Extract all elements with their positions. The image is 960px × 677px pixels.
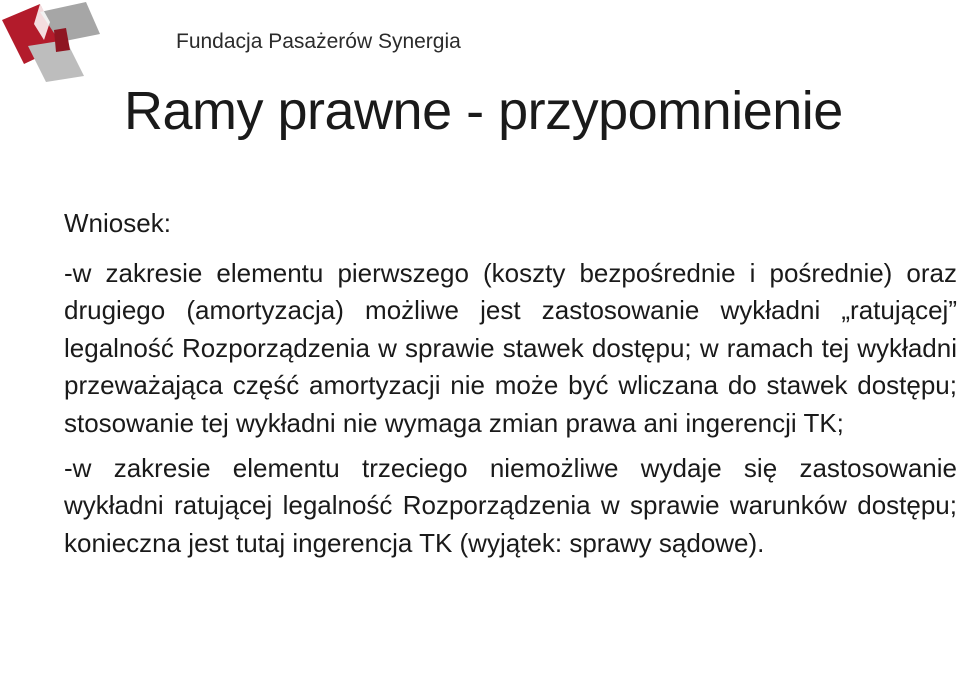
slide-title: Ramy prawne - przypomnienie bbox=[124, 81, 843, 141]
foundation-logo bbox=[0, 0, 120, 90]
slide-content bbox=[64, 205, 957, 562]
organization-name: Fundacja Pasażerów Synergia bbox=[176, 30, 461, 53]
conclusion-paragraph-2: -w zakresie elementu trzeciego niemożliwe wydaje się zastosowanie wykładni ratującej legalność Rozporządzenia w sprawie warunków dostępu; konieczna jest tutaj ingerencja TK (wyjątek: sprawy sądowe). bbox=[64, 452, 957, 558]
conclusion-paragraph-1: -w zakresie elementu pierwszego (koszty bezpośrednie i pośrednie) oraz drugiego (amortyzacja) możliwe jest zastosowanie wykładni „ratującej” legalność Rozporządzenia w sprawie stawek dostępu; w ramach tej wykładni przeważająca część amortyzacji nie może być wliczana do stawek dostępu; stosowanie tej wykładni nie wymaga zmian prawa ani ingerencji TK; bbox=[64, 257, 957, 438]
conclusion-heading: Wniosek: bbox=[64, 208, 171, 238]
